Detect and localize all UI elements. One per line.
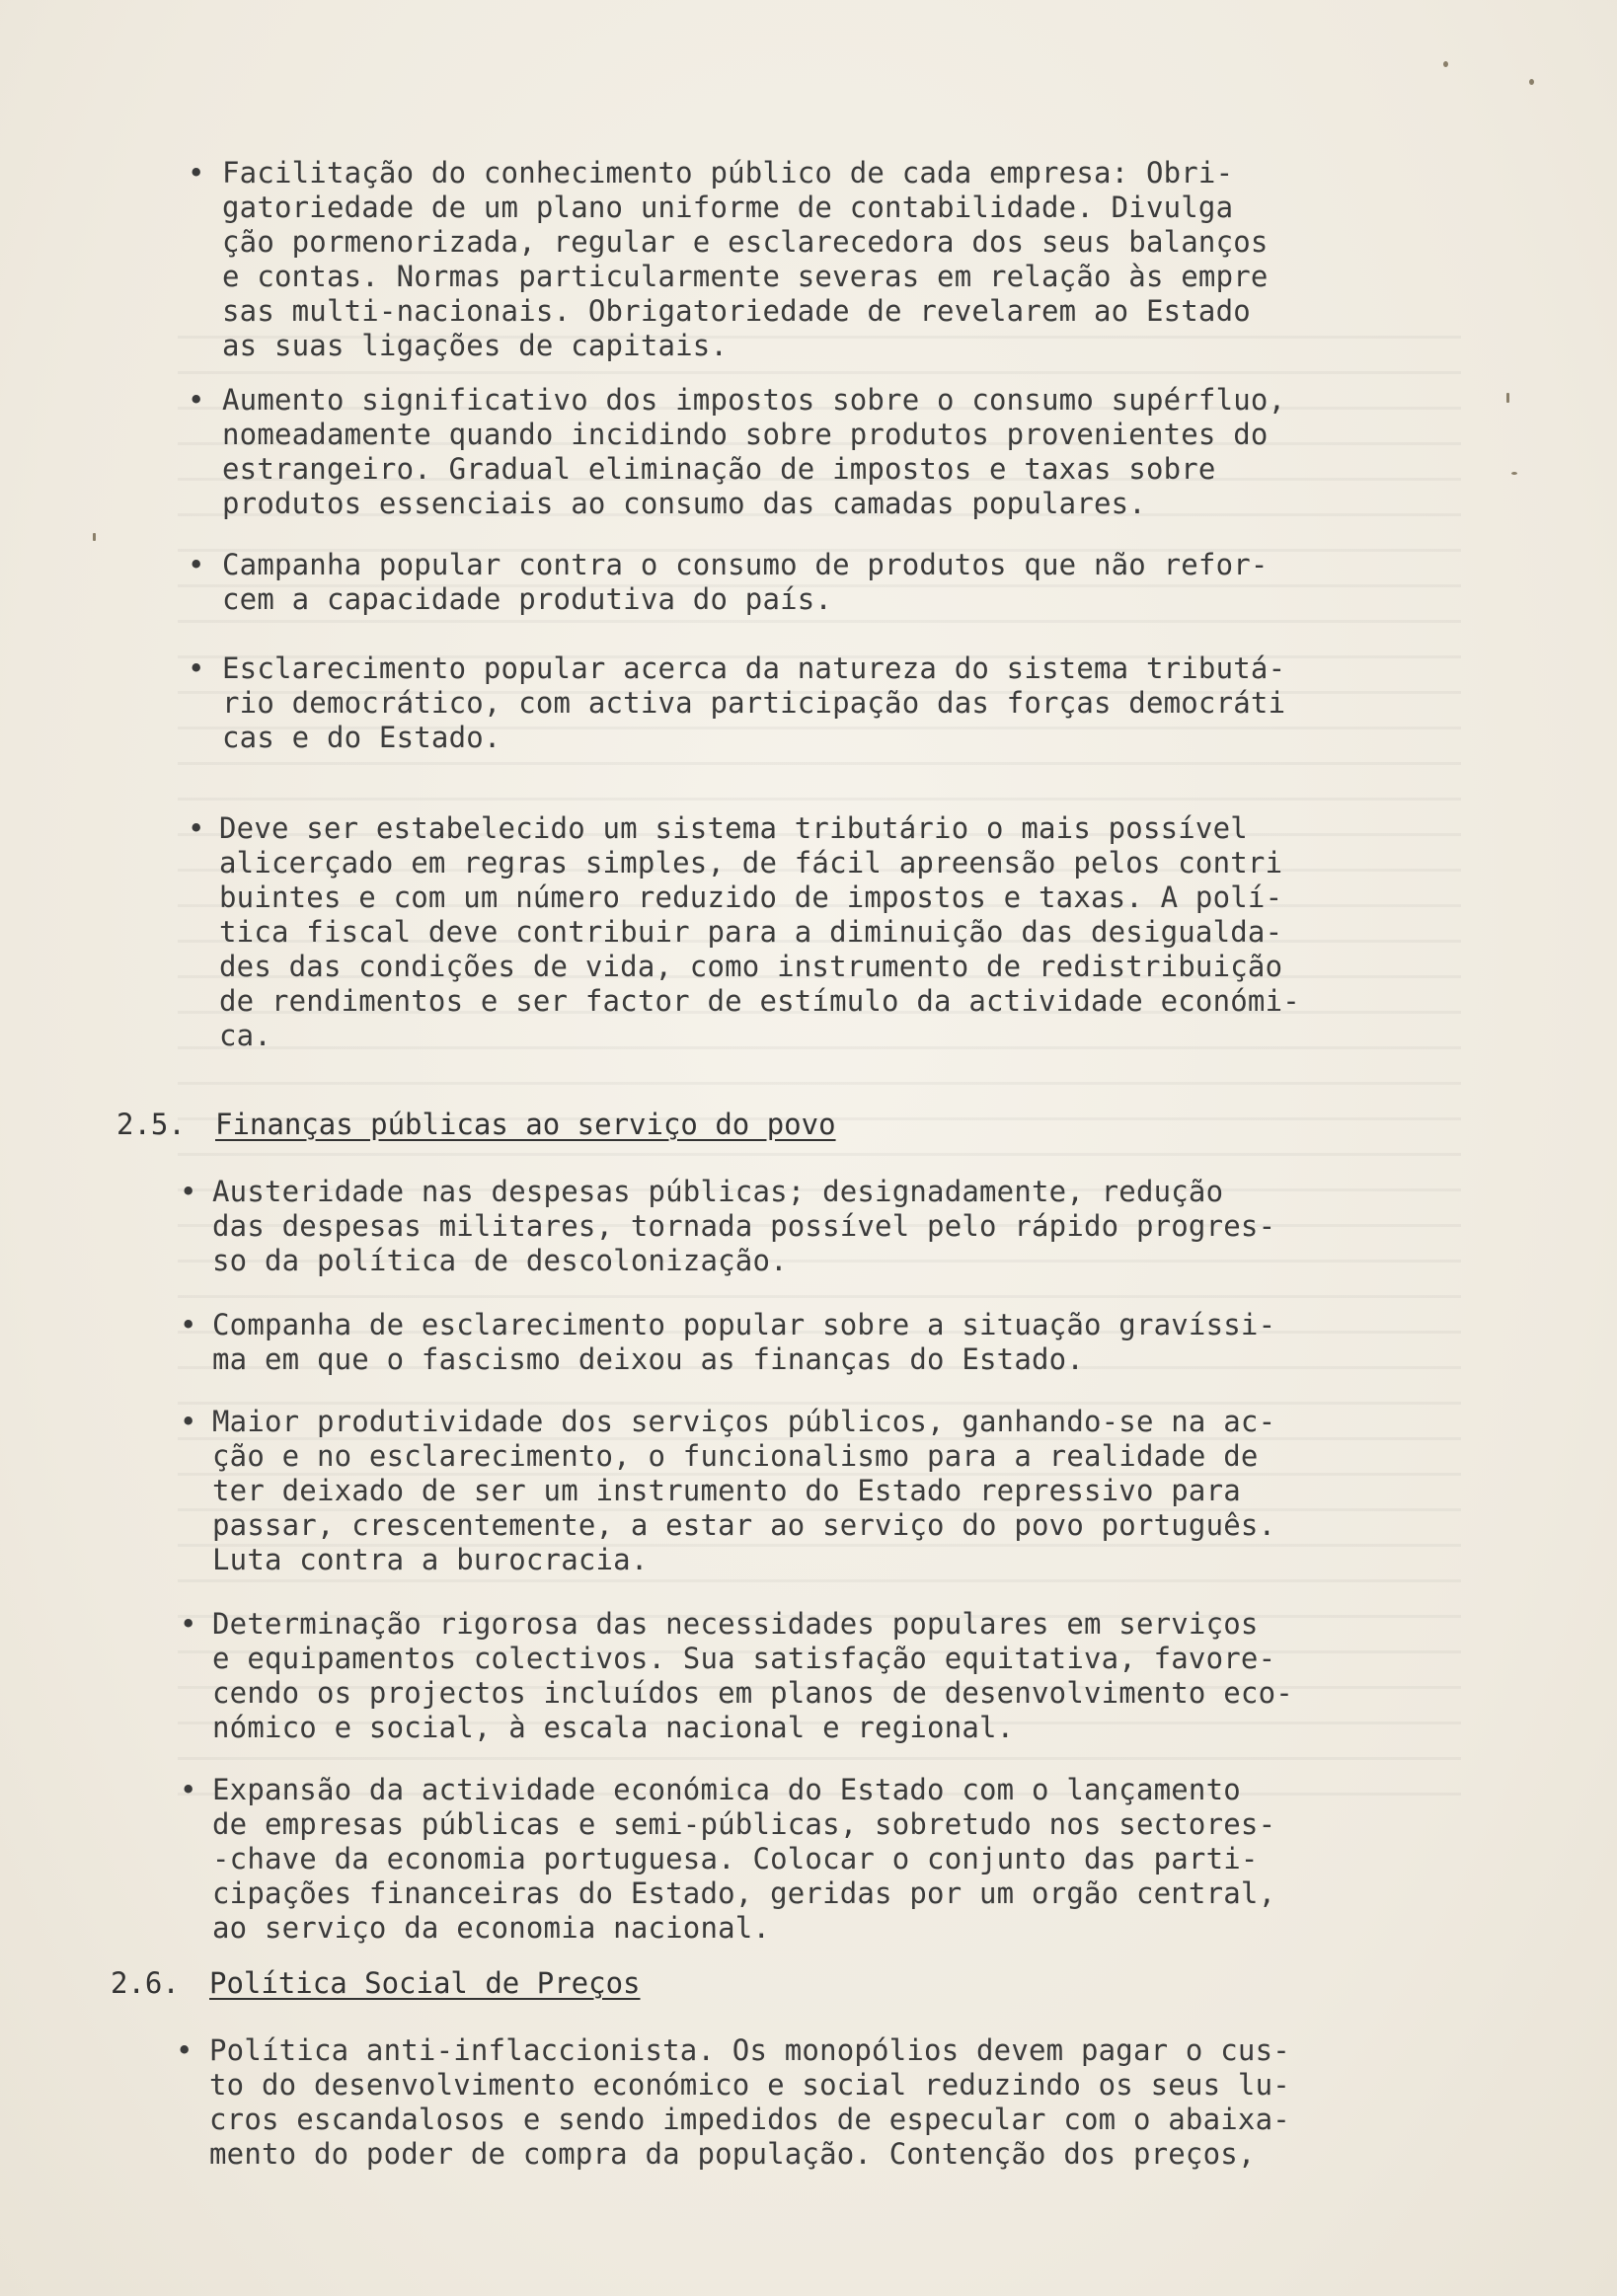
paragraph-austerity: Austeridade nas despesas públicas; designadamente, redução das despesas militares, tornada possível pelo rápido progres- so da política de descolonização. [212,1175,1276,1277]
page-speck [1511,472,1517,475]
bullet-marker: • [188,156,205,190]
paragraph-collective-needs: Determinação rigorosa das necessidades populares em serviços e equipamentos colectivos. Sua satisfação equitativa, favore- cendo os projectos incluídos em planos de desenvolvimento eco- nómico e social, à escala nacional e regional. [212,1607,1293,1744]
page-speck [93,533,96,541]
bullet-marker: • [176,2033,193,2067]
paragraph-consumption-taxes: Aumento significativo dos impostos sobre o consumo supérfluo, nomeadamente quando incidindo sobre produtos provenientes do estrangeiro. Gradual eliminação de impostos e taxas sobre produtos essenciais ao consumo das camadas populares. [222,383,1286,520]
bullet-marker: • [188,383,205,417]
paragraph-public-services: Maior produtividade dos serviços públicos, ganhando-se na ac- ção e no esclarecimento, o funcionalismo para a realidade de ter deixado de ser um instrumento do Estado repressivo para passar, crescentemente, a estar ao serviço do povo português. Luta contra a burocracia. [212,1405,1276,1576]
bullet-marker: • [188,548,205,581]
paragraph-accounting-transparency: Facilitação do conhecimento público de cada empresa: Obri- gatoriedade de um plano uniforme de contabilidade. Divulga ção pormenorizada, regular e esclarecedora dos seus balanços e contas. Normas particularmente severas em relação às empre sas multi-nacionais. Obrigatoriedade de revelarem ao Estado as suas ligações de capitais. [222,156,1269,362]
bullet-marker: • [180,1405,197,1438]
paragraph-tax-system-clarification: Esclarecimento popular acerca da natureza do sistema tributá- rio democrático, com activa participação das forças democráti cas e do Estado. [222,651,1286,754]
section-number-2-6: 2.6. [111,1966,180,2000]
bullet-marker: • [180,1308,197,1341]
section-title-public-finances: Finanças públicas ao serviço do povo [215,1108,836,1141]
bullet-marker: • [180,1607,197,1641]
page-speck [1506,393,1509,403]
bullet-marker: • [188,811,205,845]
bullet-marker: • [180,1175,197,1208]
section-number-2-5: 2.5. [116,1108,186,1141]
bullet-marker: • [180,1773,197,1806]
page-speck [1443,61,1448,67]
section-title-price-policy: Política Social de Preços [209,1966,641,2000]
bullet-marker: • [188,651,205,685]
paragraph-state-economic-activity: Expansão da actividade económica do Estado com o lançamento de empresas públicas e semi-públicas, sobretudo nos sectores- -chave da economia portuguesa. Colocar o conjunto das parti- cipações financeiras do Estado, geridas por um orgão central, ao serviço da economia nacional. [212,1773,1276,1945]
paragraph-finance-campaign: Companha de esclarecimento popular sobre a situação gravíssi- ma em que o fascismo deixou as finanças do Estado. [212,1308,1276,1376]
paragraph-anti-inflation: Política anti-inflaccionista. Os monopólios devem pagar o cus- to do desenvolvimento económico e social reduzindo os seus lu- cros escandalosos e sendo impedidos de especular com o abaixa- mento do poder de compra da população. Contenção dos preços, [209,2033,1290,2171]
paragraph-popular-campaign: Campanha popular contra o consumo de produtos que não refor- cem a capacidade produtiva do país. [222,548,1269,616]
paragraph-tax-system-structure: Deve ser estabelecido um sistema tributário o mais possível alicerçado em regras simples, de fácil apreensão pelos contri buintes e com um número reduzido de impostos e taxas. A polí- tica fiscal deve contribuir para a diminuição das desigualda- des das condições de vida, como instrumento de redistribuição de rendimentos e ser factor de estímulo da actividade económi- ca. [219,811,1300,1052]
page-speck [1529,79,1534,85]
